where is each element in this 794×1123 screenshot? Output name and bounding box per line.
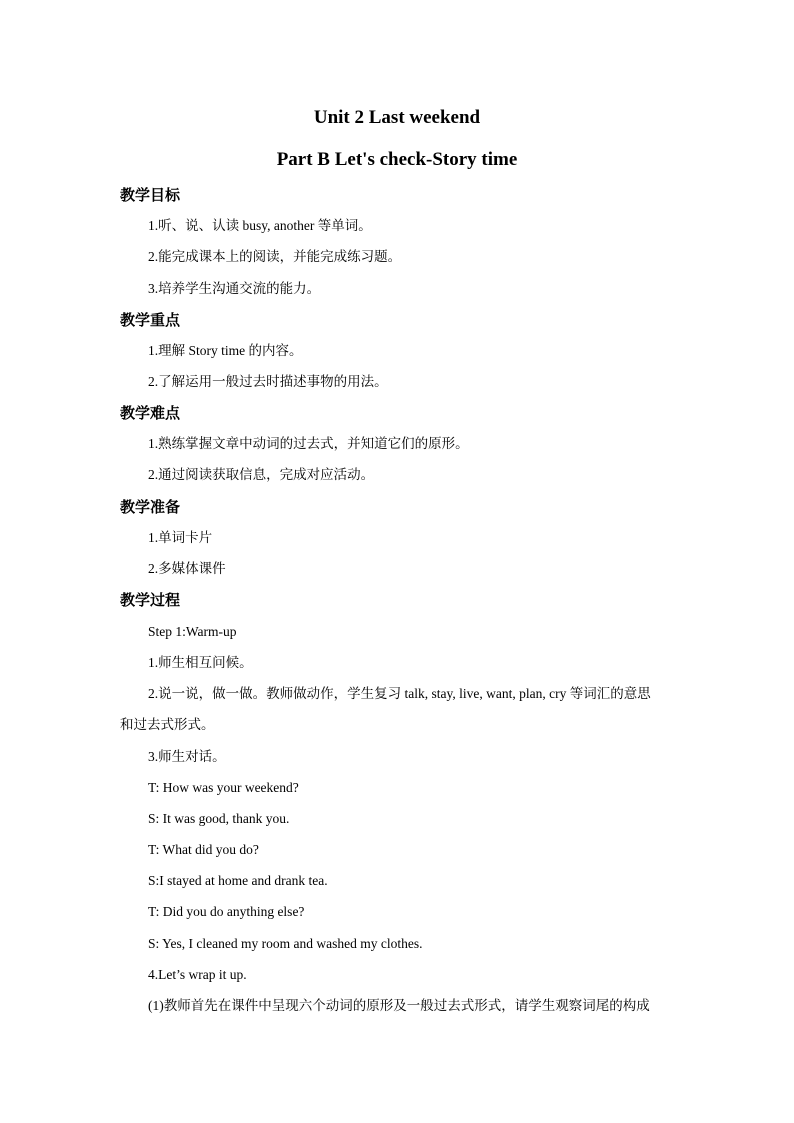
- difficulty-item: 2.通过阅读获取信息，完成对应活动。: [148, 467, 375, 482]
- process-line: 和过去式形式。: [120, 717, 215, 732]
- key-point-item: 2.了解运用一般过去时描述事物的用法。: [148, 374, 388, 389]
- process-line: 1.师生相互问候。: [148, 655, 253, 670]
- section-heading-objectives: 教学目标: [120, 186, 181, 204]
- dialogue-line: S:I stayed at home and drank tea.: [148, 873, 328, 888]
- process-line: 2.说一说，做一做。教师做动作，学生复习 talk, stay, live, want, plan, cry 等词汇的意思: [148, 686, 651, 701]
- difficulty-item: 1.熟练掌握文章中动词的过去式，并知道它们的原形。: [148, 436, 469, 451]
- dialogue-line: S: It was good, thank you.: [148, 811, 290, 826]
- preparation-item: 1.单词卡片: [148, 530, 213, 545]
- dialogue-line: T: How was your weekend?: [148, 780, 299, 795]
- dialogue-line: T: What did you do?: [148, 842, 259, 857]
- document-subtitle: Part B Let's check-Story time: [276, 149, 518, 170]
- section-heading-difficulties: 教学难点: [120, 404, 181, 422]
- process-line: 3.师生对话。: [148, 749, 226, 764]
- section-heading-key-points: 教学重点: [120, 311, 181, 329]
- objective-item: 1.听、说、认读 busy, another 等单词。: [148, 218, 372, 233]
- section-heading-preparation: 教学准备: [120, 498, 181, 516]
- document-title: Unit 2 Last weekend: [313, 107, 481, 128]
- process-line: (1)教师首先在课件中呈现六个动词的原形及一般过去式形式，请学生观察词尾的构成: [148, 998, 650, 1013]
- objective-item: 3.培养学生沟通交流的能力。: [148, 281, 321, 296]
- dialogue-line: T: Did you do anything else?: [148, 904, 305, 919]
- objective-item: 2.能完成课本上的阅读，并能完成练习题。: [148, 249, 402, 264]
- preparation-item: 2.多媒体课件: [148, 561, 226, 576]
- section-heading-process: 教学过程: [120, 591, 181, 609]
- dialogue-line: S: Yes, I cleaned my room and washed my clothes.: [148, 936, 423, 951]
- process-line: Step 1:Warm-up: [148, 624, 237, 639]
- key-point-item: 1.理解 Story time 的内容。: [148, 343, 303, 358]
- process-line: 4.Let’s wrap it up.: [148, 967, 247, 982]
